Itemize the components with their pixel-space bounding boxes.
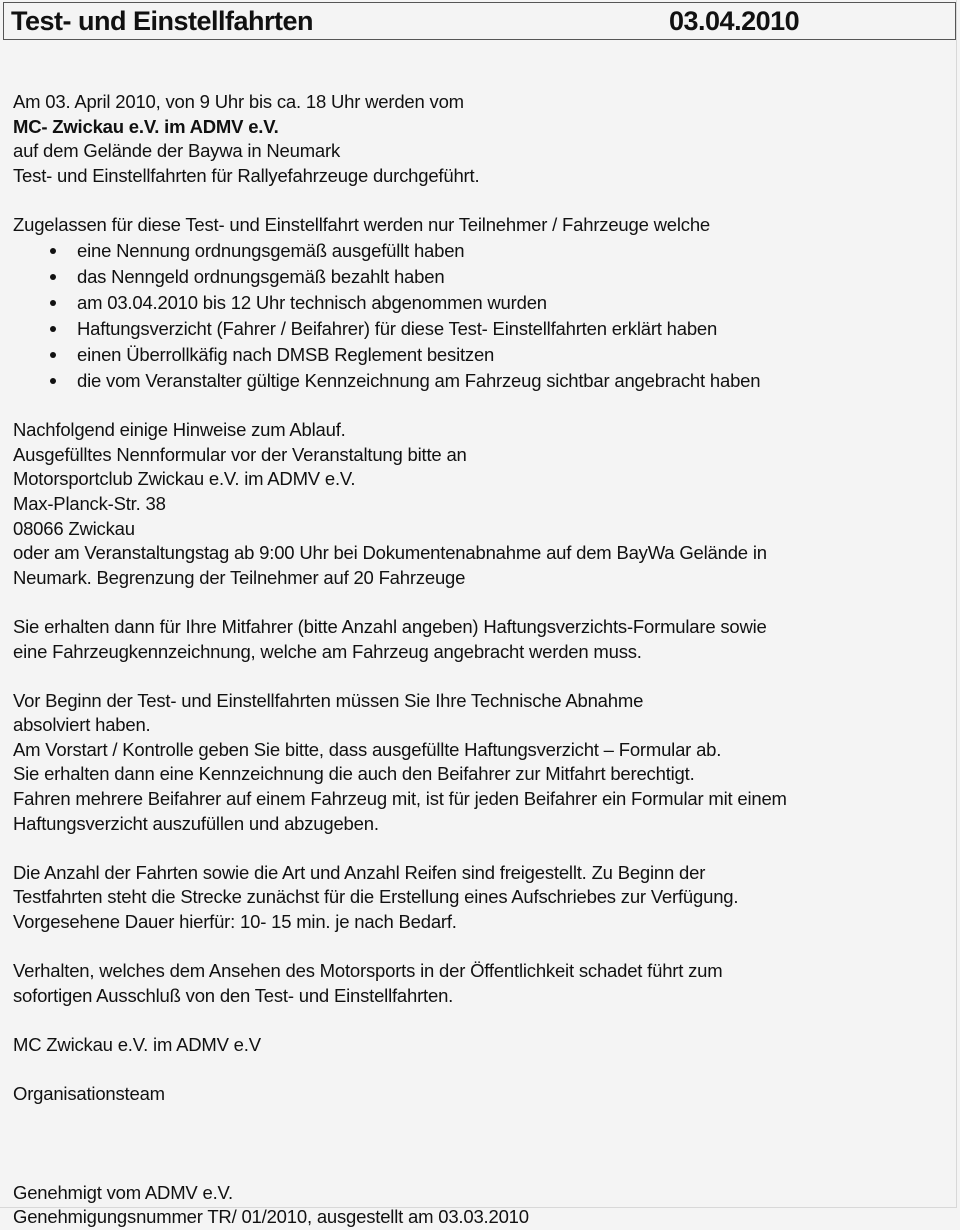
bullet-icon bbox=[50, 326, 56, 332]
notes-line: Ausgefülltes Nennformular vor der Veranstaltung bitte an bbox=[13, 443, 467, 465]
procedure-line: Vor Beginn der Test- und Einstellfahrten müssen Sie Ihre Technische Abnahme bbox=[13, 689, 644, 711]
procedure-line: absolviert haben. bbox=[13, 714, 151, 736]
document-body bbox=[13, 90, 943, 1230]
forms-line: eine Fahrzeugkennzeichnung, welche am Fahrzeug angebracht werden muss. bbox=[13, 640, 642, 662]
signature-team: Organisationsteam bbox=[13, 1083, 165, 1105]
approval-section bbox=[13, 1181, 943, 1230]
runs-line: Die Anzahl der Fahrten sowie die Art und Anzahl Reifen sind freigestellt. Zu Beginn der bbox=[13, 861, 706, 883]
admission-lead: Zugelassen für diese Test- und Einstellfahrt werden nur Teilnehmer / Fahrzeuge welche bbox=[13, 213, 711, 235]
address-city: 08066 Zwickau bbox=[13, 517, 135, 539]
header-box bbox=[3, 2, 956, 40]
conduct-line: sofortigen Ausschluß von den Test- und Einstellfahrten. bbox=[13, 984, 454, 1006]
intro-line: auf dem Gelände der Baywa in Neumark bbox=[13, 140, 341, 162]
procedure-line: Am Vorstart / Kontrolle geben Sie bitte, dass ausgefüllte Haftungsverzicht – Formular ab. bbox=[13, 738, 722, 760]
list-item: das Nenngeld ordnungsgemäß bezahlt haben bbox=[13, 264, 943, 290]
notes-line: Neumark. Begrenzung der Teilnehmer auf 20 Fahrzeuge bbox=[13, 566, 466, 588]
notes-section bbox=[13, 418, 943, 590]
bullet-icon bbox=[50, 248, 56, 254]
runs-line: Vorgesehene Dauer hierfür: 10- 15 min. je nach Bedarf. bbox=[13, 911, 457, 933]
list-item: eine Nennung ordnungsgemäß ausgefüllt haben bbox=[13, 238, 943, 264]
bullet-icon bbox=[50, 352, 56, 358]
bullet-icon bbox=[50, 378, 56, 384]
document-title: Test- und Einstellfahrten bbox=[11, 6, 314, 36]
notes-line: oder am Veranstaltungstag ab 9:00 Uhr bei Dokumentenabnahme auf dem BayWa Gelände in bbox=[13, 542, 767, 564]
runs-line: Testfahrten steht die Strecke zunächst für die Erstellung eines Aufschriebes zur Verfügung. bbox=[13, 886, 739, 908]
intro-section bbox=[13, 90, 943, 188]
event-date: 03.04.2010 bbox=[669, 6, 800, 36]
bullet-icon bbox=[50, 274, 56, 280]
address-club: Motorsportclub Zwickau e.V. im ADMV e.V. bbox=[13, 468, 356, 490]
notes-line: Nachfolgend einige Hinweise zum Ablauf. bbox=[13, 419, 346, 441]
signature-club: MC Zwickau e.V. im ADMV e.V bbox=[13, 1034, 261, 1055]
list-item: einen Überrollkäfig nach DMSB Reglement besitzen bbox=[13, 342, 943, 368]
procedure-section bbox=[13, 689, 943, 837]
approval-number: Genehmigungsnummer TR/ 01/2010, ausgestellt am 03.03.2010 bbox=[13, 1206, 529, 1228]
address-street: Max-Planck-Str. 38 bbox=[13, 492, 166, 514]
admission-list bbox=[13, 238, 943, 394]
procedure-line: Fahren mehrere Beifahrer auf einem Fahrzeug mit, ist für jeden Beifahrer ein Formular mit einem bbox=[13, 788, 787, 810]
conduct-section bbox=[13, 959, 943, 1008]
forms-line: Sie erhalten dann für Ihre Mitfahrer (bitte Anzahl angeben) Haftungsverzichts-Formulare sowie bbox=[13, 615, 767, 637]
list-item: die vom Veranstalter gültige Kennzeichnung am Fahrzeug sichtbar angebracht haben bbox=[13, 368, 943, 394]
conduct-line: Verhalten, welches dem Ansehen des Motorsports in der Öffentlichkeit schadet führt zum bbox=[13, 960, 723, 982]
procedure-line: Sie erhalten dann eine Kennzeichnung die auch den Beifahrer zur Mitfahrt berechtigt. bbox=[13, 763, 695, 785]
approval-line: Genehmigt vom ADMV e.V. bbox=[13, 1181, 233, 1203]
intro-line: Am 03. April 2010, von 9 Uhr bis ca. 18 Uhr werden vom bbox=[13, 91, 464, 112]
list-item: Haftungsverzicht (Fahrer / Beifahrer) für diese Test- Einstellfahrten erklärt haben bbox=[13, 316, 943, 342]
organizer-name: MC- Zwickau e.V. im ADMV e.V. bbox=[13, 115, 279, 137]
procedure-line: Haftungsverzicht auszufüllen und abzugeben. bbox=[13, 812, 379, 834]
admission-section bbox=[13, 213, 943, 394]
intro-line: Test- und Einstellfahrten für Rallyefahrzeuge durchgeführt. bbox=[13, 164, 480, 186]
forms-section bbox=[13, 615, 943, 664]
runs-section bbox=[13, 861, 943, 935]
list-item: am 03.04.2010 bis 12 Uhr technisch abgenommen wurden bbox=[13, 290, 943, 316]
bullet-icon bbox=[50, 300, 56, 306]
